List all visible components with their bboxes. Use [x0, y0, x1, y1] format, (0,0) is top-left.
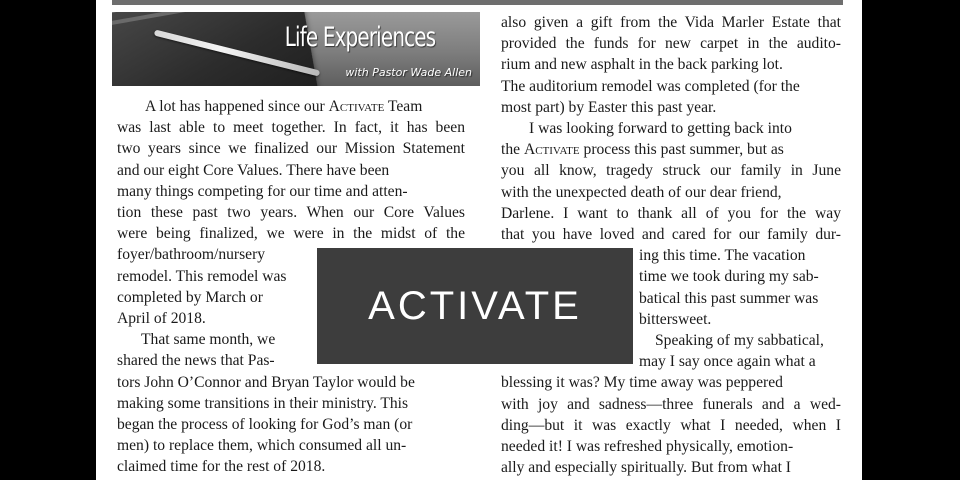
activate-smallcaps: Activate — [328, 98, 385, 115]
right_column-line: Speaking of my sabbatical, — [655, 332, 824, 349]
newsletter-page — [96, 0, 862, 480]
right_column-line: with joy and sadness—three funerals and a wed- — [501, 395, 841, 413]
right_column-line: ally and especially spiritually. But from what I — [501, 459, 791, 477]
banner-title: Life Experiences — [284, 22, 436, 53]
right_column-line: needed it! I was refreshed physically, emotion- — [501, 438, 794, 455]
left_column-line: men) to replace them, which consumed all un- — [117, 437, 407, 455]
activate-logo-text: ACTIVATE — [368, 283, 582, 328]
line-text: A lot has happened since our — [145, 98, 329, 115]
right_column-line: ding—but it was exactly what I needed, when I — [501, 416, 841, 434]
right_column-line: bittersweet. — [639, 310, 712, 328]
right_column-line — [501, 139, 784, 160]
left_column-line: tors John O’Connor and Bryan Taylor would be — [117, 373, 415, 391]
left_column-line: remodel. This remodel was — [117, 267, 287, 285]
right_column-line: I was looking forward to getting back into — [529, 120, 792, 137]
right_column-line: time we took during my sab- — [639, 268, 819, 286]
right_column-line: rium and new asphalt in the back parking lot. — [501, 56, 783, 74]
top-rule — [112, 0, 843, 5]
left_column-line: shared the news that Pas- — [117, 352, 275, 370]
right_column-line: that you have loved and cared for our family dur- — [501, 226, 841, 243]
left_column-line: making some transitions in their ministry. This — [117, 394, 409, 412]
left_column-line: many things competing for our time and atten- — [117, 182, 408, 200]
left_column-line — [145, 96, 422, 117]
life-experiences-banner — [112, 12, 480, 86]
line-text: process this past summer, but as — [579, 141, 784, 159]
line-text: the — [501, 141, 524, 159]
left_column-line: two years since we finalized our Mission Statement — [117, 140, 465, 158]
right_column-line: you all know, tragedy struck our family in June — [501, 162, 841, 180]
activate-logo — [317, 248, 633, 364]
right_column-line: The auditorium remodel was completed (for the — [501, 77, 800, 95]
right_column-line: may I say once again what a — [639, 353, 816, 371]
left_column-line: was last able to meet together. In fact, it has been — [117, 119, 465, 137]
banner-subtitle: with Pastor Wade Allen — [345, 66, 472, 79]
activate-smallcaps: Activate — [523, 141, 580, 159]
right_column-line: also given a gift from the Vida Marler Estate that — [501, 14, 841, 31]
right_column-line: ing this time. The vacation — [639, 247, 806, 265]
left_column-line: completed by March or — [117, 288, 263, 306]
right_column-line: most part) by Easter this past year. — [501, 98, 717, 116]
right_column-line: batical this past summer was — [639, 289, 819, 307]
left_column-line: That same month, we — [141, 331, 276, 349]
right_column-line: provided the funds for new carpet in the audito- — [501, 35, 841, 53]
left_column-line: tion these past two years. When our Core Values — [117, 204, 465, 221]
right_column-line: Darlene. I want to thank all of you for the way — [501, 204, 841, 222]
left_column-line: began the process of looking for God’s man (or — [117, 416, 413, 433]
right_column-line: blessing it was? My time away was peppered — [501, 374, 783, 392]
left_column-line: April of 2018. — [117, 310, 206, 327]
left_column-line: were being finalized, we were in the midst of the — [117, 225, 465, 243]
left_column-line: and our eight Core Values. There have been — [117, 161, 390, 179]
line-text: Team — [384, 98, 423, 115]
left_column-line: claimed time for the rest of 2018. — [117, 458, 326, 476]
left_column-line: foyer/bathroom/nursery — [117, 246, 266, 264]
right_column-line: with the unexpected death of our dear friend, — [501, 183, 782, 201]
